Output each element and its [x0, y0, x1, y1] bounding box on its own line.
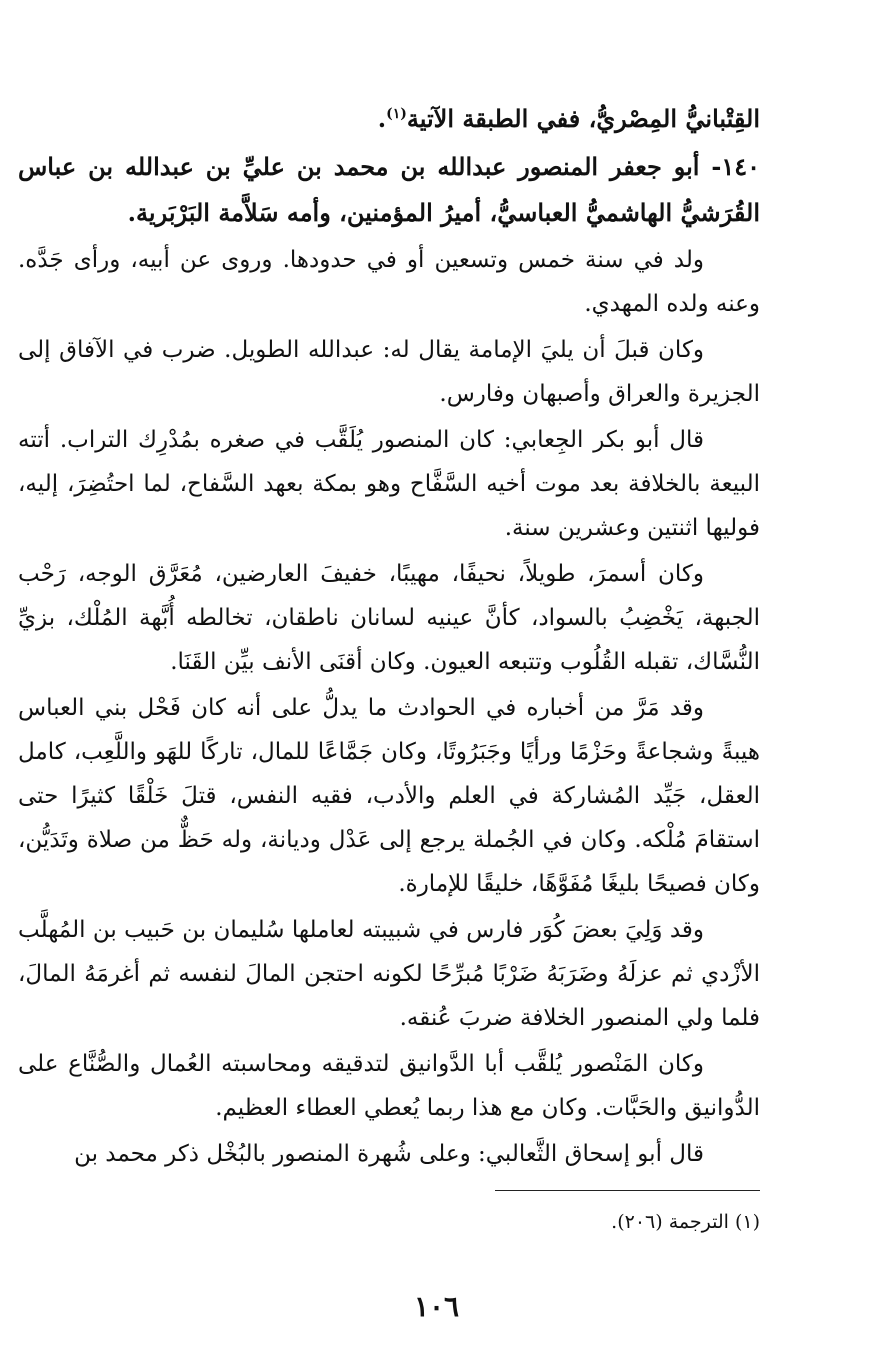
- footnote: (١) الترجمة (٢٠٦).: [611, 1211, 760, 1233]
- page-number: ١٠٦: [413, 1290, 460, 1323]
- footnote-marker: (١): [386, 106, 407, 122]
- paragraph-text: القِتْبانيُّ المِصْريُّ، ففي الطبقة الآتية: [406, 104, 760, 133]
- paragraph-thaalibi: قال أبو إسحاق الثَّعالبي: وعلى شُهرة المنصور بالبُخْل ذكر محمد بن: [74, 1141, 704, 1167]
- paragraph-nickname: وكان قبلَ أن يليَ الإمامة يقال له: عبدالله الطويل. ضرب في الآفاق إلى الجزيرة والعراق وأصبهان وفارس.: [18, 337, 760, 407]
- paragraph-continuation-heading: [18, 96, 760, 142]
- paragraph-end-punct: .: [377, 104, 387, 133]
- paragraph-description: وكان أسمرَ، طويلاً، نحيفًا، مهيبًا، خفيفَ العارضين، مُعَرَّق الوجه، رَحْب الجبهة، يَخْضِبُ بالسواد، كأنَّ عينيه لسانان ناطقان، تخالطه أُبَّهة المُلْك، بزيِّ النُّسَّاك، تقبله القُلُوب وتتبعه العيون. وكان أقنَى الأنف بيِّن القَنَا.: [18, 561, 760, 675]
- paragraph-character: وقد مَرَّ من أخباره في الحوادث ما يدلُّ على أنه كان فَحْل بني العباس هيبةً وشجاعةً وحَزْمًا ورأيًا وجَبَرُوتًا، وكان جَمَّاعًا للمال، تاركًا للهَو واللَّعِب، كامل العقل، جَيِّد المُشاركة في العلم والأدب، فقيه النفس، قتلَ خَلْقًا كثيرًا حتى استقامَ مُلْكه. وكان في الجُملة يرجع إلى عَدْل وديانة، وله حَظٌّ من صلاة وتَدَيُّن، وكان فصيحًا بليغًا مُفَوَّهًا، خليقًا للإمارة.: [18, 695, 760, 897]
- entry-heading-140: ١٤٠- أبو جعفر المنصور عبدالله بن محمد بن عليِّ بن عبدالله بن عباس القُرَشيُّ الهاشميُّ العباسيُّ، أميرُ المؤمنين، وأمه سَلاَّمة البَرْبَرية.: [18, 152, 760, 227]
- paragraph-fars: وقد وَلِيَ بعضَ كُوَر فارس في شبيبته لعاملها سُليمان بن حَبيب بن المُهلَّب الأزْدي ثم عزلَهُ وضَرَبَهُ ضَرْبًا مُبرِّحًا لكونه احتجن المالَ لنفسه ثم أغرمَهُ المالَ، فلما ولي المنصور الخلافة ضربَ عُنقه.: [18, 917, 760, 1031]
- paragraph-dawaniq: وكان المَنْصور يُلقَّب أبا الدَّوانيق لتدقيقه ومحاسبته العُمال والصُّنَّاع على الدُّوانيق والحَبَّات. وكان مع هذا ربما يُعطي العطاء العظيم.: [18, 1051, 760, 1121]
- paragraph-birth: ولد في سنة خمس وتسعين أو في حدودها. وروى عن أبيه، ورأى جَدَّه. وعنه ولده المهدي.: [18, 247, 760, 317]
- body-text: [18, 96, 760, 1176]
- paragraph-jiabi: قال أبو بكر الجِعابي: كان المنصور يُلَقَّب في صغره بمُدْرِك التراب. أتته البيعة بالخلافة بعد موت أخيه السَّفَّاح وهو بمكة بعهد السَّفاح، لما احتُضِرَ، إليه، فوليها اثنتين وعشرين سنة.: [18, 427, 760, 541]
- footnote-divider: [495, 1190, 760, 1191]
